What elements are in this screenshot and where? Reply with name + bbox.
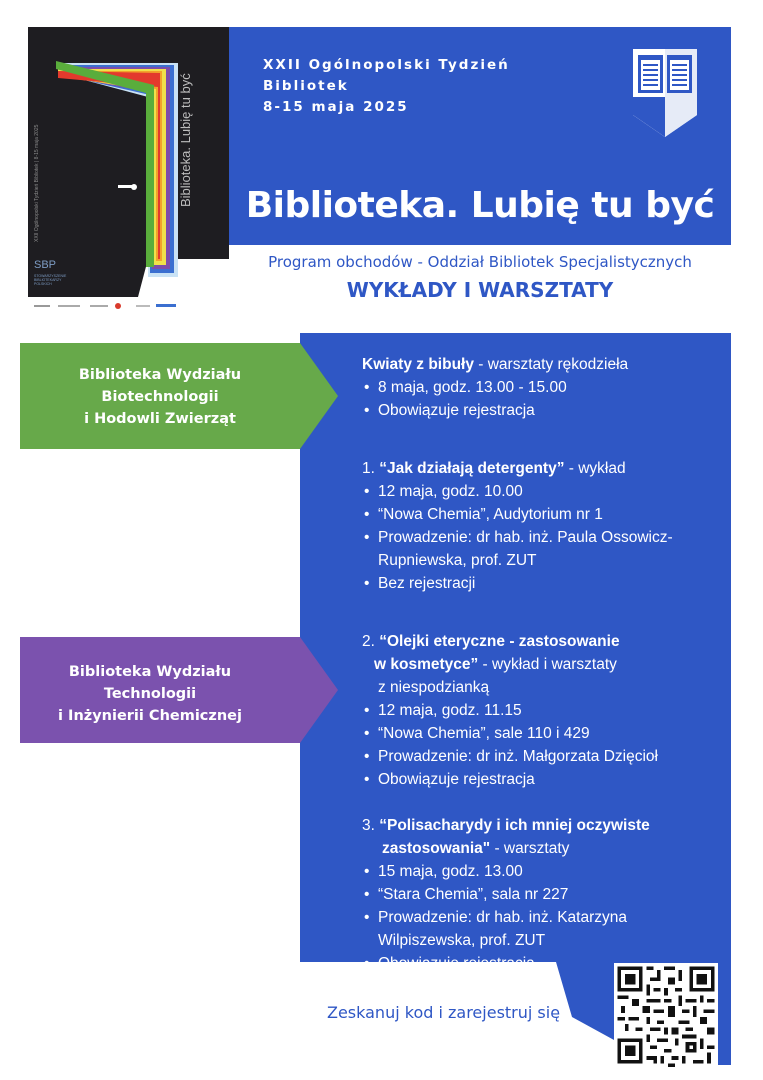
qr-code-icon[interactable]: [614, 963, 718, 1067]
event-title: “Olejki eteryczne - zastosowanie: [379, 633, 620, 650]
event-type-cont: z niespodzianką: [378, 679, 490, 696]
events-list: [362, 353, 712, 975]
event-number: 3.: [362, 817, 380, 834]
sbp-logo: SBP: [34, 259, 57, 271]
poster-vertical-title: Biblioteka. Lubię tu być: [178, 73, 193, 207]
event-detail: • “Nowa Chemia”, Audytorium nr 1: [362, 503, 712, 526]
event-type: - warsztaty: [490, 840, 570, 857]
event-detail: • Bez rejestracji: [362, 572, 712, 595]
library-label-biotechnology: [20, 364, 300, 430]
event-detail: • 15 maja, godz. 13.00: [362, 860, 712, 883]
event-detail: • Prowadzenie: dr inż. Małgorzata Dzięcioł: [362, 745, 712, 768]
event-detail: • Obowiązuje rejestracja: [362, 768, 712, 791]
event-title-line1: XXII Ogólnopolski Tydzień: [263, 57, 510, 73]
event-essential-oils: [362, 630, 712, 791]
event-heading-cont: [362, 837, 712, 860]
event-detail: • Obowiązuje rejestracja: [362, 952, 712, 975]
event-detail-continued: Wilpiszewska, prof. ZUT: [378, 932, 546, 949]
poster-vertical-subtitle: XXII Ogólnopolski Tydzień Bibliotek | 8-15 maja 2025: [34, 124, 40, 242]
event-heading: [362, 630, 712, 653]
library-label-line: Technologii: [103, 686, 197, 702]
event-number: 1.: [362, 460, 380, 477]
event-heading-cont: [362, 653, 712, 676]
event-title-line2: Bibliotek: [263, 78, 349, 94]
event-detail: • 12 maja, godz. 10.00: [362, 480, 712, 503]
event-polysaccharides: [362, 814, 712, 975]
sbp-logo-subtext: STOWARZYSZENIE BIBLIOTEKARZY POLSKICH: [34, 274, 67, 286]
event-heading: [362, 814, 712, 837]
event-heading: [362, 353, 712, 376]
event-detail: • 8 maja, godz. 13.00 - 15.00: [362, 376, 712, 399]
library-label-line: Biblioteka Wydziału: [68, 664, 232, 680]
event-type: - warsztaty rękodzieła: [473, 356, 629, 373]
event-type: - wykład i warsztaty: [478, 656, 617, 673]
event-detail-continued: Rupniewska, prof. ZUT: [378, 552, 537, 569]
event-number: 2.: [362, 633, 380, 650]
event-type: - wykład: [564, 460, 626, 477]
event-title: Kwiaty z bibuły: [362, 356, 474, 373]
event-paper-flowers: [362, 353, 712, 422]
event-title-cont: zastosowania": [382, 840, 491, 857]
library-label-line: Biotechnologii: [101, 389, 219, 405]
library-label-chemical-technology: [20, 661, 280, 727]
library-label-line: Biblioteka Wydziału: [78, 367, 242, 383]
event-heading: [362, 457, 712, 480]
event-detail: • 12 maja, godz. 11.15: [362, 699, 712, 722]
library-label-line: i Hodowli Zwierząt: [84, 411, 236, 427]
program-heading: WYKŁADY I WARSZTATY: [346, 278, 614, 302]
event-title: “Jak działają detergenty”: [379, 460, 565, 477]
library-label-line: i Inżynierii Chemicznej: [58, 708, 242, 724]
event-detergents: [362, 457, 712, 595]
event-detail: • Prowadzenie: dr hab. inż. Katarzyna: [362, 906, 712, 929]
main-title: Biblioteka. Lubię tu być: [245, 185, 715, 226]
program-subtitle: Program obchodów - Oddział Bibliotek Specjalistycznych: [268, 253, 692, 271]
event-detail: • Obowiązuje rejestracja: [362, 399, 712, 422]
scan-instruction: Zeskanuj kod i zarejestruj się: [327, 1003, 561, 1022]
event-title-cont: w kosmetyce”: [374, 656, 479, 673]
event-detail: • Prowadzenie: dr hab. inż. Paula Ossowicz-: [362, 526, 712, 549]
event-date: 8-15 maja 2025: [263, 99, 409, 115]
event-detail: • “Stara Chemia”, sala nr 227: [362, 883, 712, 906]
event-title: “Polisacharydy i ich mniej oczywiste: [379, 817, 650, 834]
event-detail: • “Nowa Chemia”, sale 110 i 429: [362, 722, 712, 745]
